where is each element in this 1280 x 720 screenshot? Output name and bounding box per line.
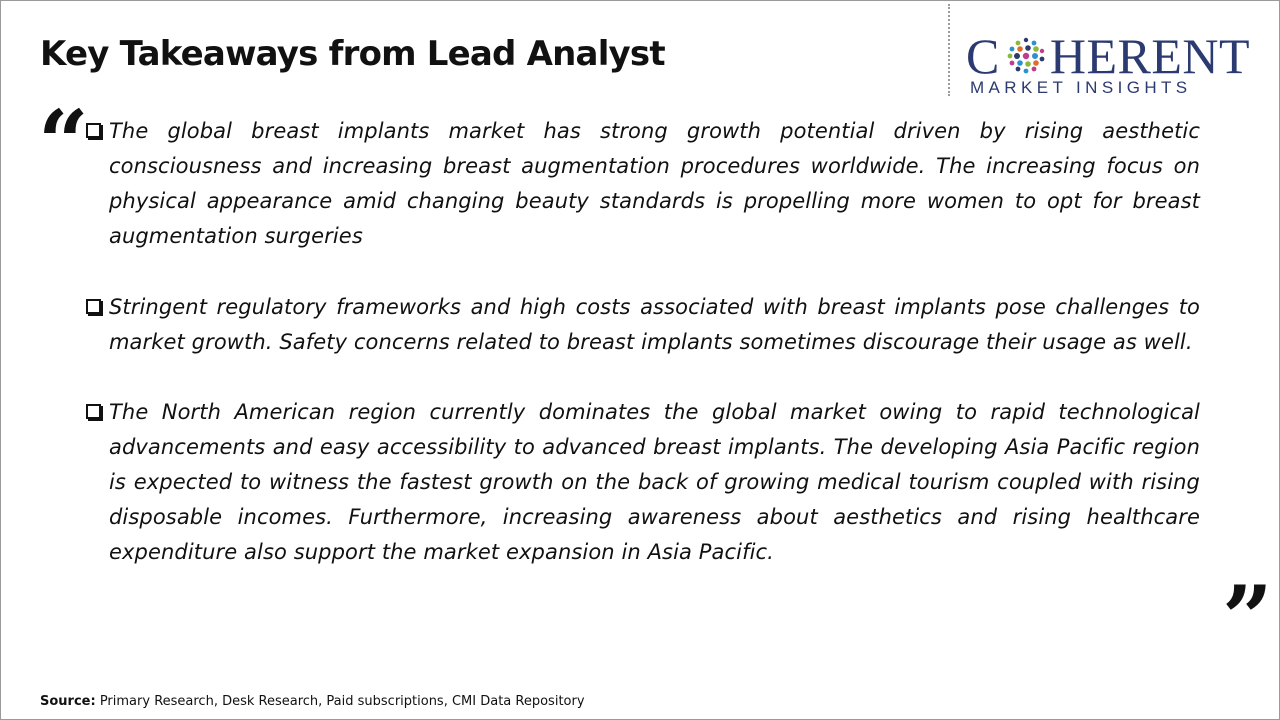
takeaway-item [86,395,1200,570]
logo-divider [948,4,950,96]
logo-word-prefix: C [966,28,1000,84]
takeaway-item [86,114,1200,254]
takeaways-list [86,114,1200,570]
takeaway-text: Stringent regulatory frameworks and high costs associated with breast implants pose challenges to market growth. Safety concerns related to breast implants sometimes discourage their usage as well. [109,295,1200,354]
close-quote-icon: ” [1222,566,1273,670]
takeaway-item [86,290,1200,360]
source-note [40,694,585,709]
slide-title: Key Takeaways from Lead Analyst [40,34,665,74]
company-logo [966,30,1262,98]
globe-dots-icon [1004,34,1048,78]
logo-word-suffix: HERENT [1049,28,1251,84]
source-text: Primary Research, Desk Research, Paid subscriptions, CMI Data Repository [95,694,585,709]
source-label: Source: [40,694,96,709]
logo-wordmark [966,30,1250,82]
checkbox-bullet-icon [86,404,101,419]
takeaway-text: The North American region currently dominates the global market owing to rapid technological advancements and easy accessibility to advanced breast implants. The developing Asia Pacific region is expected to witness the fastest growth on the back of growing medical tourism coupled with rising disposable incomes. Furthermore, increasing awareness about aesthetics and rising healthcare expenditure also support the market expansion in Asia Pacific. [109,400,1200,564]
open-quote-icon: “ [38,90,89,194]
checkbox-bullet-icon [86,123,101,138]
checkbox-bullet-icon [86,299,101,314]
logo-subtitle: MARKET INSIGHTS [970,78,1192,97]
takeaway-text: The global breast implants market has strong growth potential driven by rising aesthetic consciousness and increasing breast augmentation procedures worldwide. The increasing focus on physical appearance amid changing beauty standards is propelling more women to opt for breast augmentation surgeries [109,119,1200,248]
